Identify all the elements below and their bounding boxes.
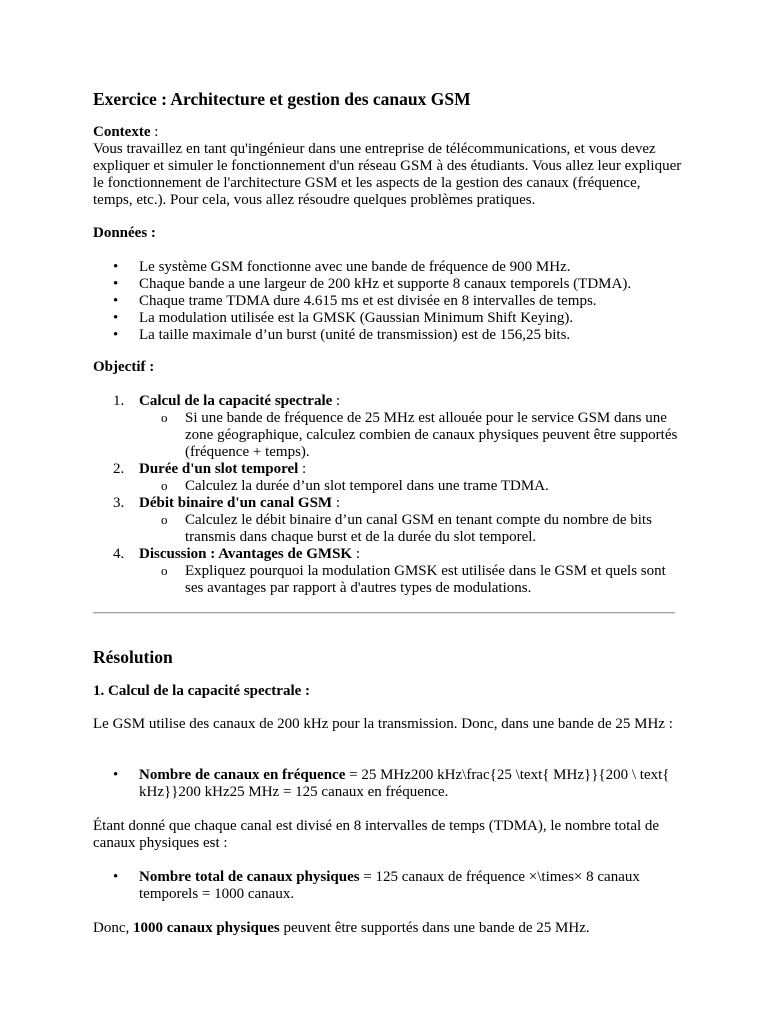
- objective-item: [93, 393, 683, 461]
- resolution-paragraph: Le GSM utilise des canaux de 200 kHz pour la transmission. Donc, dans une bande de 25 MHz :: [93, 716, 673, 732]
- objective-sep: :: [352, 546, 360, 562]
- context-label: Contexte: [93, 124, 151, 140]
- objective-list: [93, 393, 683, 597]
- resolution-conclusion: [93, 920, 683, 937]
- objective-sep: :: [332, 393, 341, 409]
- context-text: Vous travaillez en tant qu'ingénieur dans une entreprise de télécommunications, et vous devez expliquer et simuler le fonctionnement d'un réseau GSM à des étudiants. Vous allez leur expliquer le fonctionnement de l'architecture GSM et les aspects de la gestion des canaux (fréquence, temps, etc.). Pour cela, vous allez résoudre quelques problèmes pratiques.: [93, 141, 682, 208]
- resolution-paragraph: Étant donné que chaque canal est divisé en 8 intervalles de temps (TDMA), le nombre total de canaux physiques est :: [93, 818, 660, 851]
- conclusion-text: peuvent être supportés dans une bande de 25 MHz.: [279, 920, 590, 936]
- resolution-item: [93, 869, 683, 903]
- data-item: • La taille maximale d’un burst (unité de transmission) est de 156,25 bits.: [93, 327, 683, 344]
- context-paragraph: [93, 124, 683, 209]
- objective-sublist: [139, 563, 683, 597]
- resolution-item-text: = 125 canaux de fréquence ×\times× 8 canaux temporels = 1000 canaux.: [139, 869, 640, 902]
- context-label-sep: :: [150, 124, 159, 140]
- horizontal-divider: [93, 612, 675, 614]
- data-item: • Le système GSM fonctionne avec une bande de fréquence de 900 MHz.: [93, 259, 683, 276]
- objective-subitem: o Calculez la durée d’un slot temporel dans une trame TDMA.: [139, 478, 683, 495]
- objective-item: [93, 546, 683, 597]
- resolution-heading: Résolution: [93, 647, 173, 667]
- objective-item: [93, 461, 683, 495]
- resolution-item-label: Nombre total de canaux physiques: [139, 869, 360, 885]
- objective-sep: :: [332, 495, 341, 511]
- resolution-item-text: = 25 MHz200 kHz\frac{25 \text{ MHz}}{200 \ text{ kHz}}200 kHz25 MHz = 125 canaux en fréquence.: [139, 767, 670, 800]
- objective-sublist: [139, 512, 683, 546]
- resolution-section-title: 1. Calcul de la capacité spectrale :: [93, 683, 311, 699]
- objective-number: 1.: [113, 393, 125, 409]
- data-item: • La modulation utilisée est la GMSK (Gaussian Minimum Shift Keying).: [93, 310, 683, 327]
- objective-title: Calcul de la capacité spectrale: [139, 393, 333, 409]
- objective-number: 3.: [113, 495, 125, 511]
- objective-heading: Objectif :: [93, 359, 155, 375]
- objective-title: Discussion : Avantages de GMSK: [139, 546, 353, 562]
- objective-item: [93, 495, 683, 546]
- objective-sublist: [139, 478, 683, 495]
- data-heading: Données :: [93, 225, 156, 241]
- resolution-item: [93, 767, 683, 801]
- objective-title: Durée d'un slot temporel: [139, 461, 299, 477]
- objective-number: 2.: [113, 461, 125, 477]
- resolution-list: [93, 767, 683, 801]
- conclusion-bold: 1000 canaux physiques: [133, 920, 280, 936]
- data-item: • Chaque trame TDMA dure 4.615 ms et est divisée en 8 intervalles de temps.: [93, 293, 683, 310]
- objective-subitem: o Si une bande de fréquence de 25 MHz est allouée pour le service GSM dans une zone géographique, calculez combien de canaux physiques peuvent être supportés (fréquence + temps).: [139, 410, 683, 461]
- objective-subitem: o Expliquez pourquoi la modulation GMSK est utilisée dans le GSM et quels sont ses avantages par rapport à d'autres types de modulations.: [139, 563, 683, 597]
- resolution-list: [93, 869, 683, 903]
- data-item: • Chaque bande a une largeur de 200 kHz et supporte 8 canaux temporels (TDMA).: [93, 276, 683, 293]
- objective-subitem: o Calculez le débit binaire d’un canal GSM en tenant compte du nombre de bits transmis dans chaque burst et de la durée du slot temporel.: [139, 512, 683, 546]
- data-list: [93, 259, 683, 344]
- objective-sep: :: [298, 461, 307, 477]
- resolution-item-label: Nombre de canaux en fréquence: [139, 767, 346, 783]
- conclusion-text: Donc,: [93, 920, 133, 936]
- objective-number: 4.: [113, 546, 125, 562]
- objective-sublist: [139, 410, 683, 461]
- exercise-title: Exercice : Architecture et gestion des canaux GSM: [93, 89, 471, 109]
- objective-title: Débit binaire d'un canal GSM: [139, 495, 333, 511]
